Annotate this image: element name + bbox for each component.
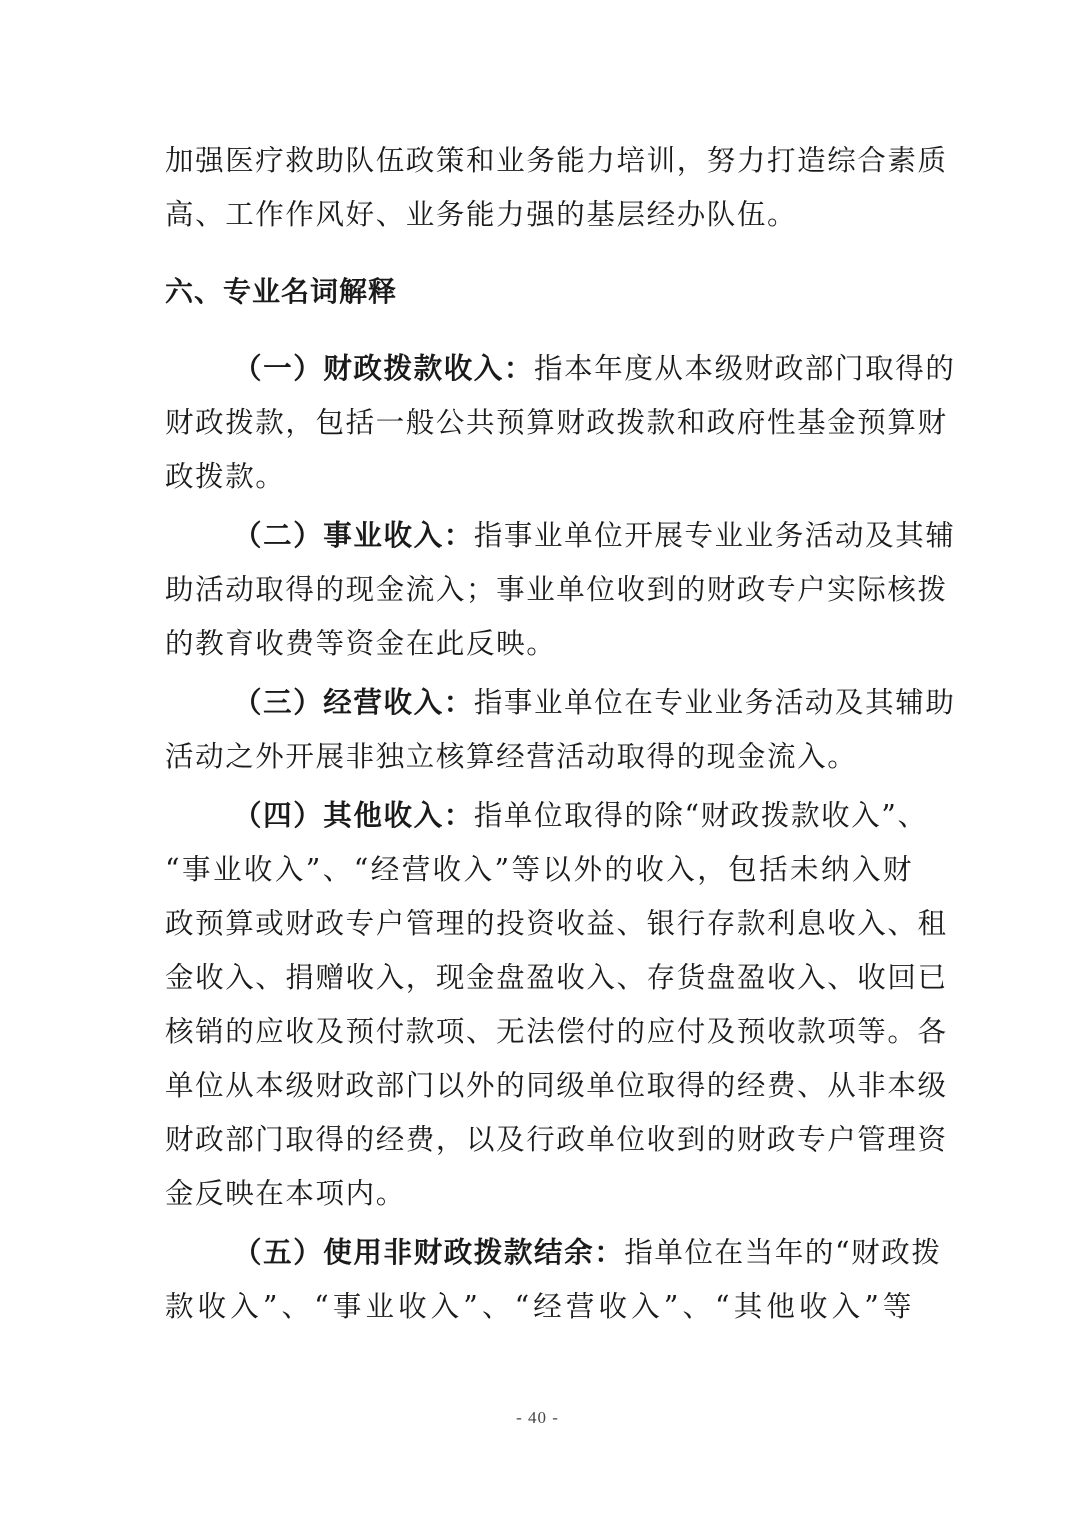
definition-first-line — [165, 342, 956, 396]
definition-text: 指事业单位在专业业务活动及其辅助 — [473, 686, 956, 719]
definition-line: 助活动取得的现金流入；事业单位收到的财政专户实际核拨 — [165, 573, 948, 606]
definition-line: 金收入、捐赠收入，现金盘盈收入、存货盘盈收入、收回已 — [165, 961, 948, 994]
definition-first-line — [165, 676, 956, 730]
intro-line: 加强医疗救助队伍政策和业务能力培训，努力打造综合素质 — [165, 144, 948, 177]
definition-line: “事业收入”、“经营收入”等以外的收入，包括未纳入财 — [165, 853, 913, 886]
definition-text: 指事业单位开展专业业务活动及其辅 — [473, 519, 956, 552]
definition-first-line — [165, 789, 928, 843]
definition-item — [165, 1226, 942, 1334]
definition-term: （三）经营收入： — [233, 686, 474, 719]
document-body — [165, 134, 956, 1334]
definition-line: 政拨款。 — [165, 460, 286, 493]
intro-line: 高、工作作风好、业务能力强的基层经办队伍。 — [165, 198, 798, 231]
definition-line: 财政拨款，包括一般公共预算财政拨款和政府性基金预算财 — [165, 406, 948, 439]
page-number: - 40 - — [516, 1408, 559, 1427]
definition-first-line — [165, 509, 956, 563]
definition-line: 金反映在本项内。 — [165, 1177, 406, 1210]
definition-line: 核销的应收及预付款项、无法偿付的应付及预收款项等。各 — [165, 1015, 948, 1048]
definition-line: 活动之外开展非独立核算经营活动取得的现金流入。 — [165, 740, 858, 773]
definition-item — [165, 509, 956, 671]
definition-term: （五）使用非财政拨款结余： — [233, 1236, 625, 1269]
section-heading: 六、专业名词解释 — [165, 275, 398, 308]
definition-text: 指本年度从本级财政部门取得的 — [534, 352, 956, 385]
definition-item — [165, 789, 948, 1221]
definition-item — [165, 342, 956, 504]
definition-line: 的教育收费等资金在此反映。 — [165, 627, 557, 660]
definition-item — [165, 676, 956, 784]
definition-term: （一）财政拨款收入： — [233, 352, 535, 385]
definition-text: 指单位在当年的“财政拨 — [624, 1236, 942, 1269]
definition-first-line — [165, 1226, 942, 1280]
definition-term: （二）事业收入： — [233, 519, 474, 552]
definition-line: 政预算或财政专户管理的投资收益、银行存款利息收入、租 — [165, 907, 948, 940]
definition-line: 款收入”、“事业收入”、“经营收入”、“其他收入”等 — [165, 1290, 913, 1323]
definition-term: （四）其他收入： — [233, 799, 474, 832]
definition-line: 财政部门取得的经费，以及行政单位收到的财政专户管理资 — [165, 1123, 948, 1156]
definition-text: 指单位取得的除“财政拨款收入”、 — [473, 799, 928, 832]
definition-line: 单位从本级财政部门以外的同级单位取得的经费、从非本级 — [165, 1069, 948, 1102]
